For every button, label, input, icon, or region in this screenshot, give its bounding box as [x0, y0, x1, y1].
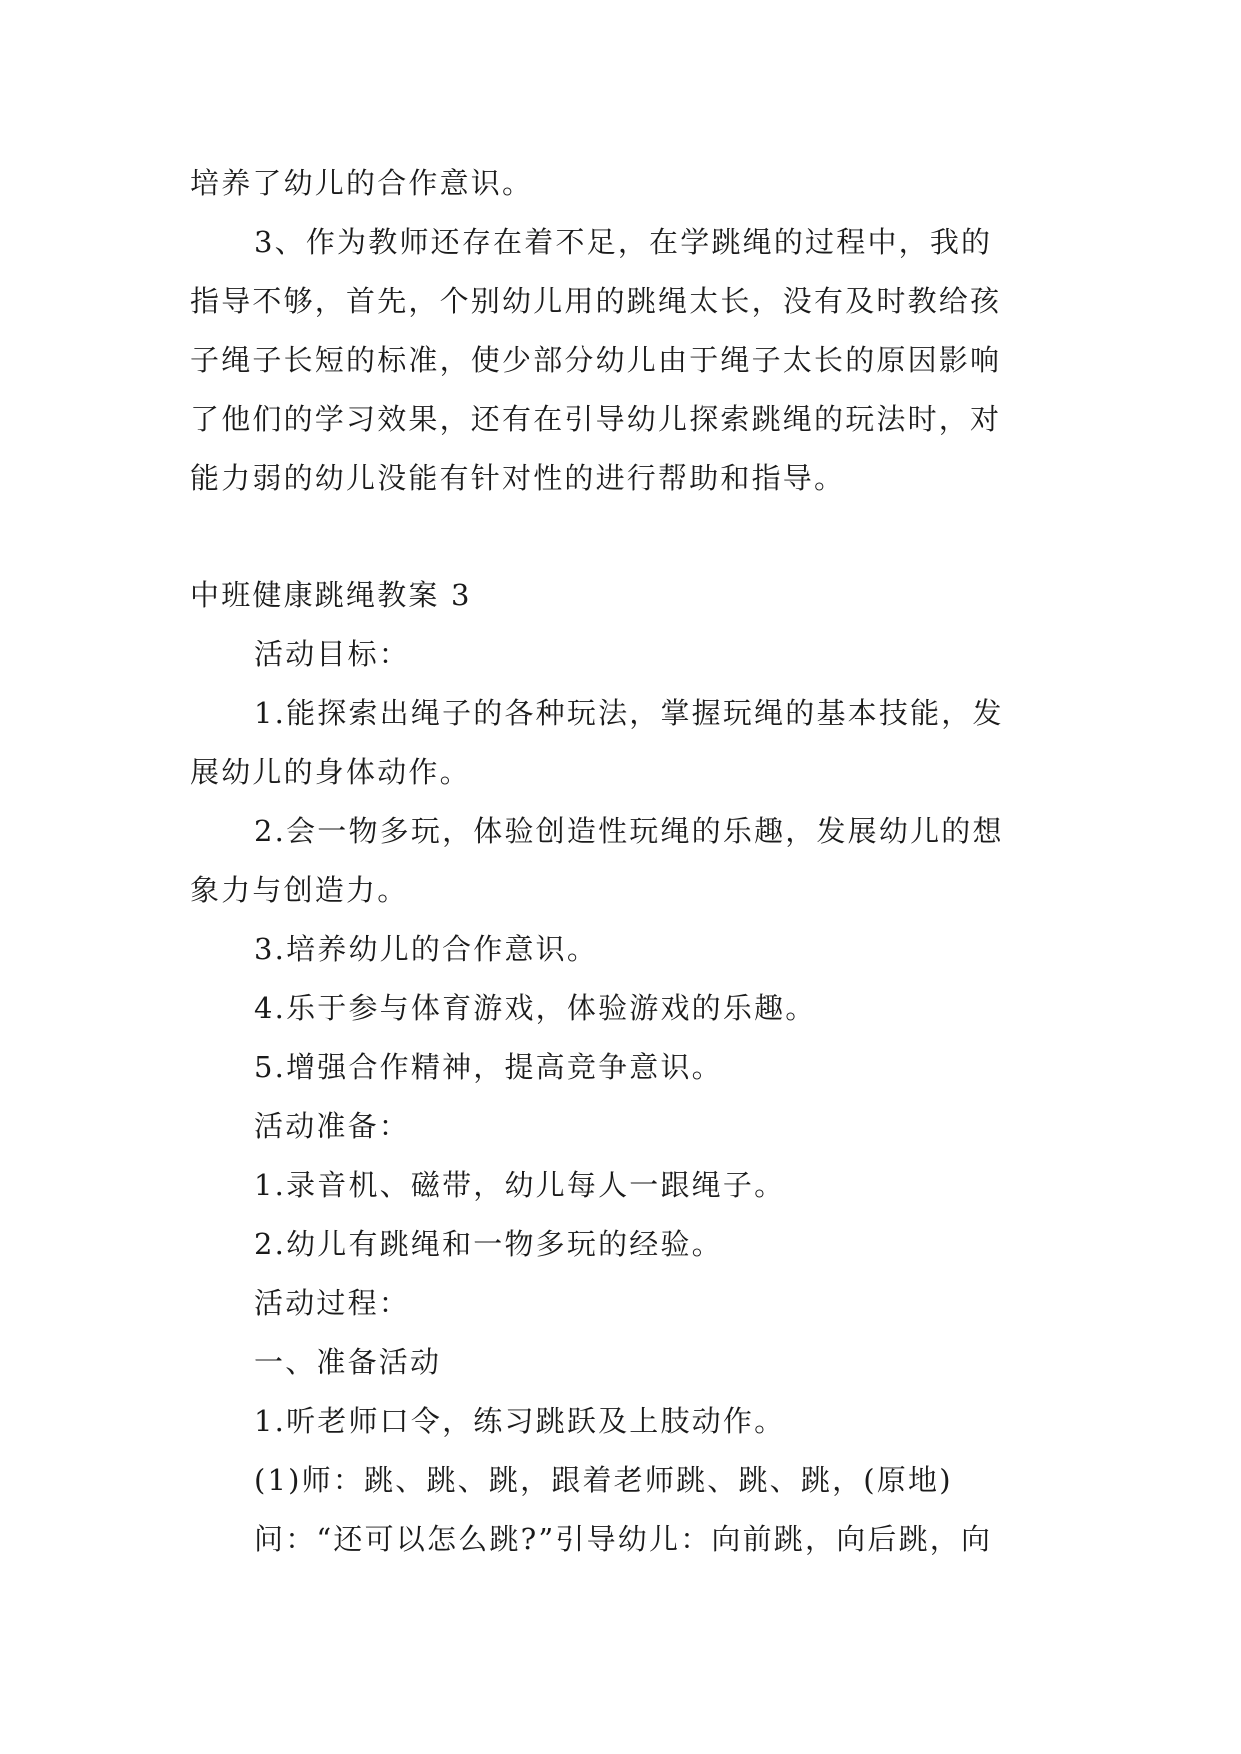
- text-line: 活动目标：: [254, 637, 411, 671]
- text-line: 2.会一物多玩，体验创造性玩绳的乐趣，发展幼儿的想: [254, 814, 1004, 848]
- text-line: 能力弱的幼儿没能有针对性的进行帮助和指导。: [190, 461, 846, 495]
- text-line: 4.乐于参与体育游戏，体验游戏的乐趣。: [254, 991, 817, 1025]
- text-line: 培养了幼儿的合作意识。: [190, 166, 534, 200]
- text-line: 活动准备：: [254, 1109, 411, 1143]
- text-line: 1.听老师口令，练习跳跃及上肢动作。: [254, 1404, 786, 1438]
- section-heading: 中班健康跳绳教案 3: [190, 578, 472, 612]
- text-line: 活动过程：: [254, 1286, 411, 1320]
- text-line: 3.培养幼儿的合作意识。: [254, 932, 599, 966]
- text-line: 问：“还可以怎么跳?”引导幼儿：向前跳，向后跳，向: [254, 1522, 993, 1556]
- text-line: 指导不够，首先，个别幼儿用的跳绳太长，没有及时教给孩: [190, 284, 1002, 318]
- text-line: 了他们的学习效果，还有在引导幼儿探索跳绳的玩法时，对: [190, 402, 1002, 436]
- text-line: (1)师：跳、跳、跳，跟着老师跳、跳、跳，(原地): [254, 1463, 953, 1497]
- text-line: 一、准备活动: [254, 1345, 442, 1379]
- text-line: 3、作为教师还存在着不足，在学跳绳的过程中，我的: [254, 225, 993, 259]
- text-line: 1.录音机、磁带，幼儿每人一跟绳子。: [254, 1168, 786, 1202]
- text-line: 1.能探索出绳子的各种玩法，掌握玩绳的基本技能，发: [254, 696, 1004, 730]
- text-line: 展幼儿的身体动作。: [190, 755, 471, 789]
- text-line: 子绳子长短的标准，使少部分幼儿由于绳子太长的原因影响: [190, 343, 1002, 377]
- text-line: 5.增强合作精神，提高竞争意识。: [254, 1050, 723, 1084]
- text-line: 象力与创造力。: [190, 873, 409, 907]
- text-line: 2.幼儿有跳绳和一物多玩的经验。: [254, 1227, 723, 1261]
